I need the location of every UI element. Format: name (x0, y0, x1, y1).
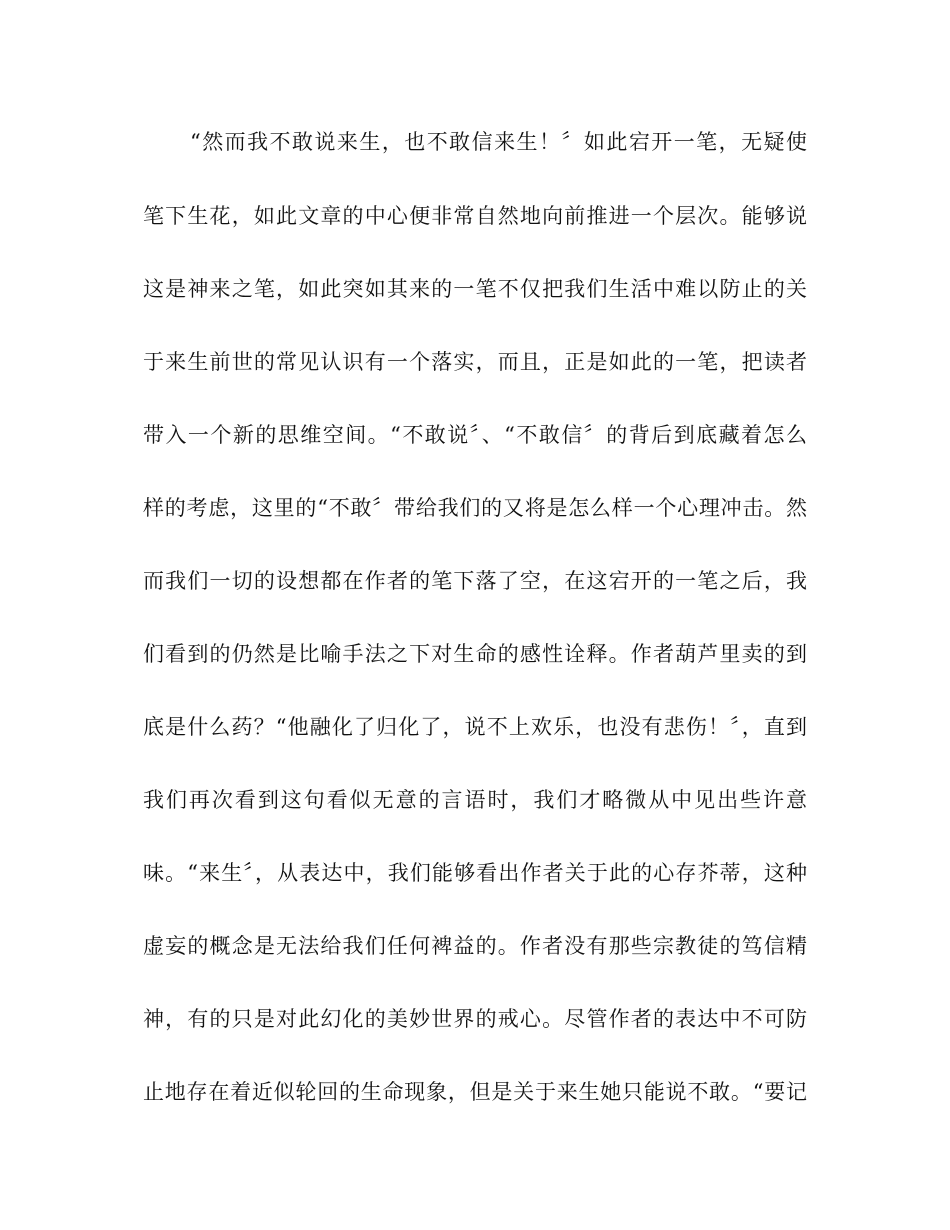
paragraph-line: 我们再次看到这句看似无意的言语时，我们才略微从中见出些许意 (143, 788, 807, 812)
paragraph-line: 底是什么药？“他融化了归化了，说不上欢乐，也没有悲伤！〞，直到 (143, 715, 807, 739)
paragraph-line: 神，有的只是对此幻化的美妙世界的戒心。尽管作者的表达中不可防 (143, 1007, 807, 1031)
paragraph-line: 虚妄的概念是无法给我们任何裨益的。作者没有那些宗教徒的笃信精 (143, 934, 807, 958)
paragraph-line: 这是神来之笔，如此突如其来的一笔不仅把我们生活中难以防止的关 (143, 277, 807, 301)
paragraph-line: 带入一个新的思维空间。“不敢说〞、“不敢信〞的背后到底藏着怎么 (143, 423, 807, 447)
paragraph-line: 味。“来生〞，从表达中，我们能够看出作者关于此的心存芥蒂，这种 (143, 861, 807, 885)
paragraph-line: 于来生前世的常见认识有一个落实，而且，正是如此的一笔，把读者 (143, 350, 807, 374)
paragraph-line: 们看到的仍然是比喻手法之下对生命的感性诠释。作者葫芦里卖的到 (143, 642, 807, 666)
paragraph-line: 样的考虑，这里的“不敢〞带给我们的又将是怎么样一个心理冲击。然 (143, 496, 807, 520)
paragraph-line: 止地存在着近似轮回的生命现象，但是关于来生她只能说不敢。“要记 (143, 1080, 807, 1104)
paragraph-line: “然而我不敢说来生，也不敢信来生！〞如此宕开一笔，无疑使 (190, 130, 807, 154)
paragraph-line: 而我们一切的设想都在作者的笔下落了空，在这宕开的一笔之后，我 (143, 569, 807, 593)
paragraph-line: 笔下生花，如此文章的中心便非常自然地向前推进一个层次。能够说 (143, 204, 807, 228)
